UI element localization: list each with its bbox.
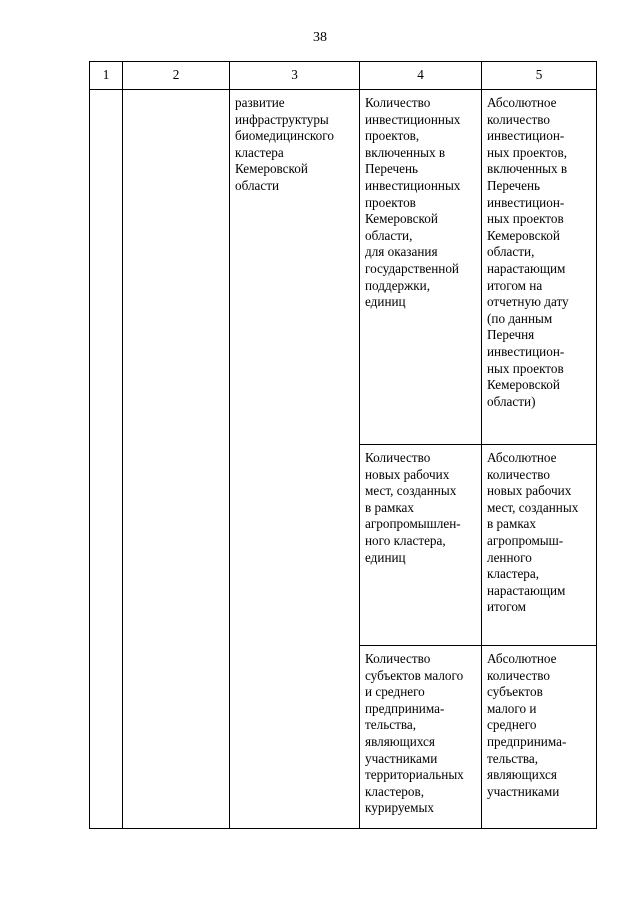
indicators-table	[89, 61, 597, 829]
cell-calculation-method: Абсолютное количество инвестицион- ных проектов, включенных в Перечень инвестицион- ных проектов Кемеровской области, нарастающим итогом на отчетную дату (по данным Перечня инвестицион- ных проектов Кемеровской области)	[482, 90, 597, 445]
cell-indicator: Количество новых рабочих мест, созданных в рамках агропромышлен- ного кластера, единиц	[360, 445, 482, 646]
table-row	[90, 90, 597, 445]
cell-indicator: Количество субъектов малого и среднего предпринима- тельства, являющихся участниками территориальных кластеров, курируемых	[360, 646, 482, 829]
column-header: 5	[482, 62, 597, 90]
cell-indicator: Количество инвестиционных проектов, включенных в Перечень инвестиционных проектов Кемеровской области, для оказания государственной поддержки, единиц	[360, 90, 482, 445]
cell-direction: развитие инфраструктуры биомедицинского кластера Кемеровской области	[230, 90, 360, 829]
column-header: 1	[90, 62, 123, 90]
cell-col2	[123, 90, 230, 829]
table-header-row	[90, 62, 597, 90]
cell-calculation-method: Абсолютное количество новых рабочих мест, созданных в рамках агропромыш- ленного кластера, нарастающим итогом	[482, 445, 597, 646]
column-header: 3	[230, 62, 360, 90]
column-header: 2	[123, 62, 230, 90]
page-number: 38	[313, 30, 327, 45]
cell-calculation-method: Абсолютное количество субъектов малого и среднего предпринима- тельства, являющихся участниками	[482, 646, 597, 829]
cell-col1	[90, 90, 123, 829]
column-header: 4	[360, 62, 482, 90]
